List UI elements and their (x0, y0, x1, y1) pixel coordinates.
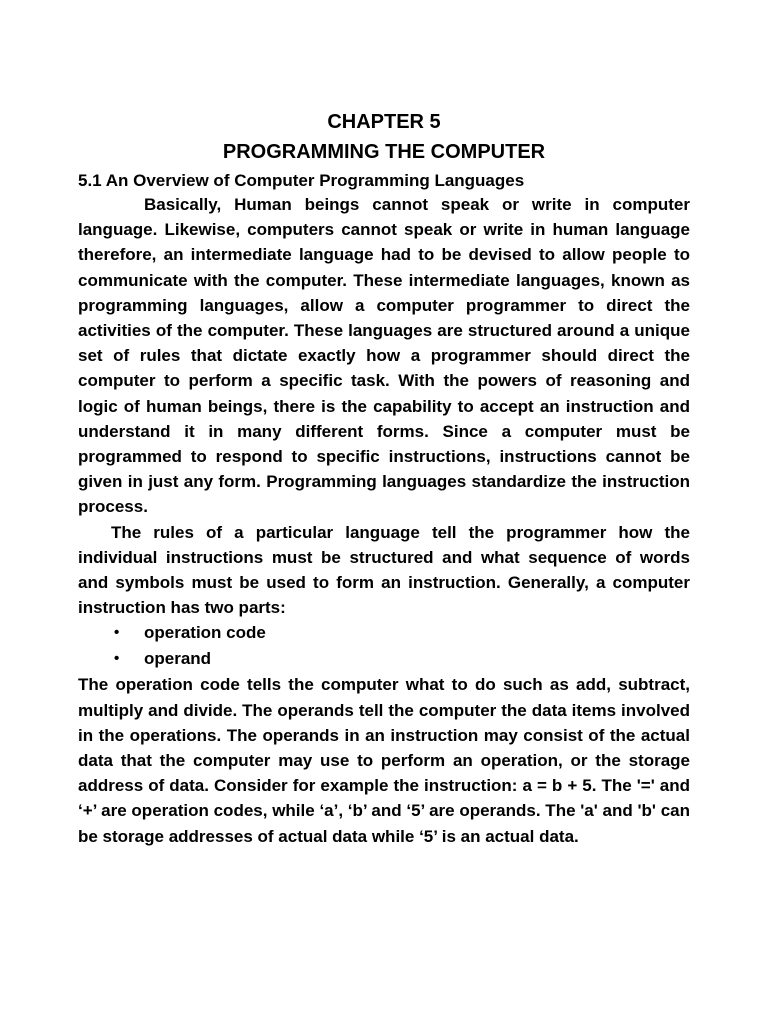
list-item-text: operand (144, 649, 212, 669)
bullet-marker: • (114, 650, 120, 668)
paragraph-rules: The rules of a particular language tell the programmer how the individual instructions must be structured and what sequence of words and symbols must be used to form an instruction. Generally, a computer instruction has two parts: (78, 522, 690, 618)
chapter-title: CHAPTER 5 (327, 111, 441, 133)
instruction-parts-list (78, 620, 690, 672)
list-item (78, 646, 690, 672)
document-page (78, 0, 690, 849)
section-heading: 5.1 An Overview of Computer Programming Languages (78, 171, 525, 190)
paragraph-overview: Basically, Human beings cannot speak or write in computer language. Likewise, computers cannot speak or write in human language therefore, an intermediate language had to be devised to allow people to communicate with the computer. These intermediate languages, known as programming languages, allow a computer programmer to direct the activities of the computer. These languages are structured around a unique set of rules that dictate exactly how a programmer should direct the computer to perform a specific task. With the powers of reasoning and logic of human beings, there is the capability to accept an instruction and understand it in many different forms. Since a computer must be programmed to respond to specific instructions, instructions cannot be given in just any form. Programming languages standardize the instruction process. (78, 195, 690, 517)
bullet-marker: • (114, 624, 120, 642)
chapter-subtitle: PROGRAMMING THE COMPUTER (222, 141, 546, 163)
paragraph-operation-code: The operation code tells the computer what to do such as add, subtract, multiply and divide. The operands tell the computer the data items involved in the operations. The operands in an instruction may consist of the actual data that the computer may use to perform an operation, or the storage address of data. Consider for example the instruction: a = b + 5. The '=' and ‘+’ are operation codes, while ‘a’, ‘b’ and ‘5’ are operands. The 'a' and 'b' can be storage addresses of actual data while ‘5’ is an actual data. (78, 675, 690, 846)
list-item-text: operation code (144, 623, 266, 643)
list-item (78, 620, 690, 646)
